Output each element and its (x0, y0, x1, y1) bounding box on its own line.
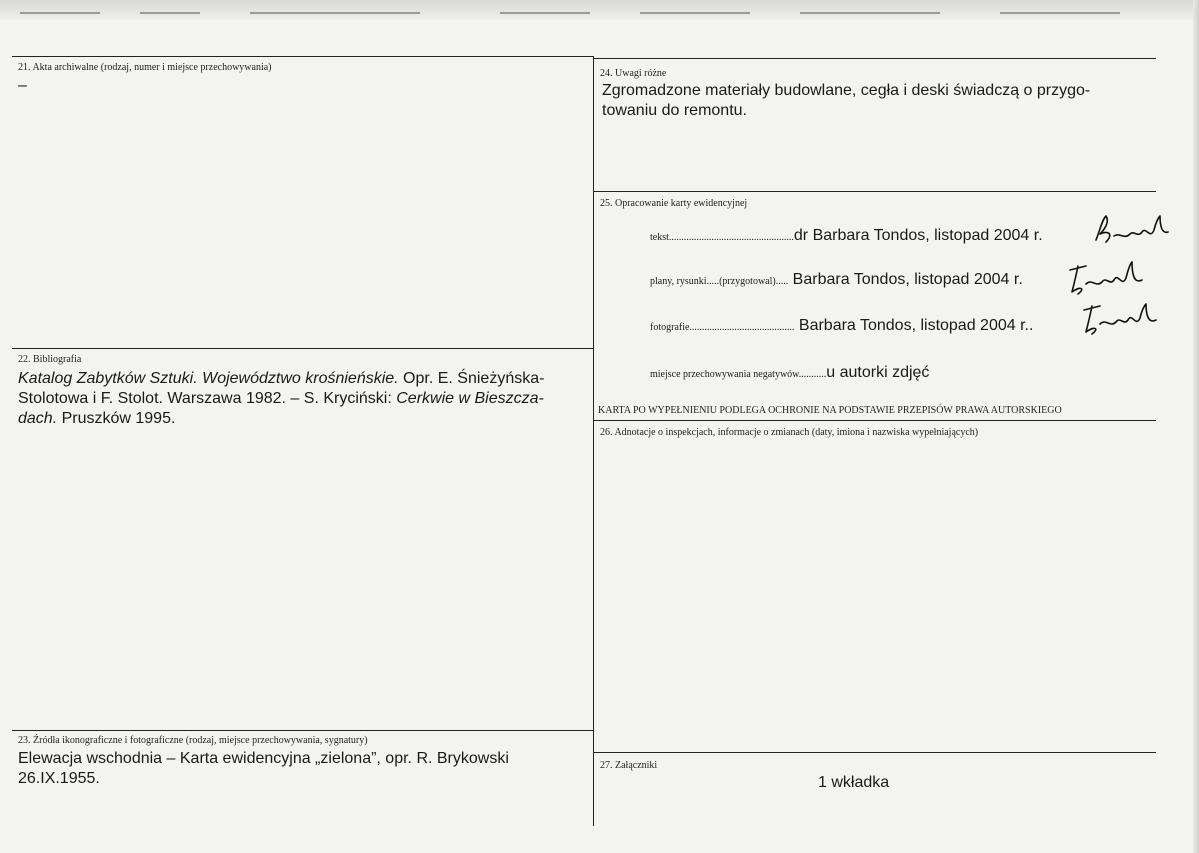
section-23-line-1: Elewacja wschodnia – Karta ewidencyjna „zielona”, opr. R. Brykowski (18, 750, 509, 767)
section-25-label: 25. Opracowanie karty ewidencyjnej (600, 198, 748, 209)
tekst-label: tekst.................................................. (650, 232, 794, 243)
rule-22-23 (12, 730, 594, 731)
plany-value: Barbara Tondos, listopad 2004 r. (792, 271, 1023, 288)
rule-center-vertical (593, 56, 594, 826)
rule-top-right (594, 58, 1156, 59)
copyright-note: KARTA PO WYPEŁNIENIU PODLEGA OCHRONIE NA PODSTAWIE PRZEPISÓW PRAWA AUTORSKIEGO (598, 405, 1062, 416)
section-24-line-2: towaniu do remontu. (602, 102, 747, 119)
rule-26-27 (594, 752, 1156, 753)
section-27-label: 27. Załączniki (600, 760, 658, 771)
section-23-line-2: 26.IX.1955. (18, 770, 100, 787)
scan-mark (1000, 12, 1120, 14)
scan-mark (140, 12, 200, 14)
section-21-label: 21. Akta archiwalne (rodzaj, numer i miejsce przechowywania) (18, 62, 272, 73)
scan-mark (250, 12, 420, 14)
bibliography-title-3: dach. (18, 410, 58, 427)
rule-25-26 (594, 420, 1156, 421)
row-plany (650, 271, 1023, 289)
signature-3 (1078, 300, 1158, 340)
row-negatywy (650, 364, 929, 382)
bibliography-title-2: Cerkwie w Bieszcza- (396, 390, 544, 407)
fotografie-label: fotografie.......................................... (650, 322, 795, 333)
tekst-value: dr Barbara Tondos, listopad 2004 r. (793, 227, 1043, 244)
section-24-label: 24. Uwagi różne (600, 68, 667, 79)
signature-1 (1092, 210, 1172, 250)
section-21-value: – (18, 77, 27, 94)
scan-mark (640, 12, 750, 14)
scan-mark (800, 12, 940, 14)
scan-right-edge (1193, 0, 1199, 853)
bibliography-line-1 (18, 369, 593, 389)
plany-label: plany, rysunki.....(przygotowal)..... (650, 276, 789, 287)
section-27-value: 1 wkładka (818, 774, 890, 791)
signature-2 (1066, 258, 1146, 298)
section-26-label: 26. Adnotacje o inspekcjach, informacje o zmianach (daty, imiona i nazwiska wypełniających) (600, 427, 979, 438)
section-22-label: 22. Bibliografia (18, 354, 82, 365)
bibliography-text-2: Stolotowa i F. Stolot. Warszawa 1982. – S. Kryciński: (18, 390, 397, 407)
bibliography-text-3: Pruszków 1995. (57, 410, 176, 427)
bibliography-line-2 (18, 389, 593, 409)
negatywy-label: miejsce przechowywania negatywów........... (650, 369, 827, 380)
scan-top-edge (0, 0, 1199, 20)
rule-21-22 (12, 348, 594, 349)
row-tekst (650, 227, 1043, 245)
scan-mark (500, 12, 590, 14)
negatywy-value: u autorki zdjęć (826, 364, 930, 381)
rule-top-left (12, 56, 594, 57)
rule-24-25 (594, 191, 1156, 192)
bibliography-text-1: Opr. E. Śnieżyńska- (398, 370, 545, 387)
section-24-line-1: Zgromadzone materiały budowlane, cegła i deski świadczą o przygo- (602, 82, 1091, 99)
bibliography-title-1: Katalog Zabytków Sztuki. Województwo krośnieńskie. (18, 370, 399, 387)
scan-mark (20, 12, 100, 14)
bibliography-line-3 (18, 409, 593, 429)
fotografie-value: Barbara Tondos, listopad 2004 r.. (798, 317, 1034, 334)
row-fotografie (650, 317, 1033, 335)
section-23-label: 23. Źródła ikonograficzne i fotograficzne (rodzaj, miejsce przechowywania, sygnatury) (18, 735, 368, 746)
bibliography-text (18, 369, 593, 429)
